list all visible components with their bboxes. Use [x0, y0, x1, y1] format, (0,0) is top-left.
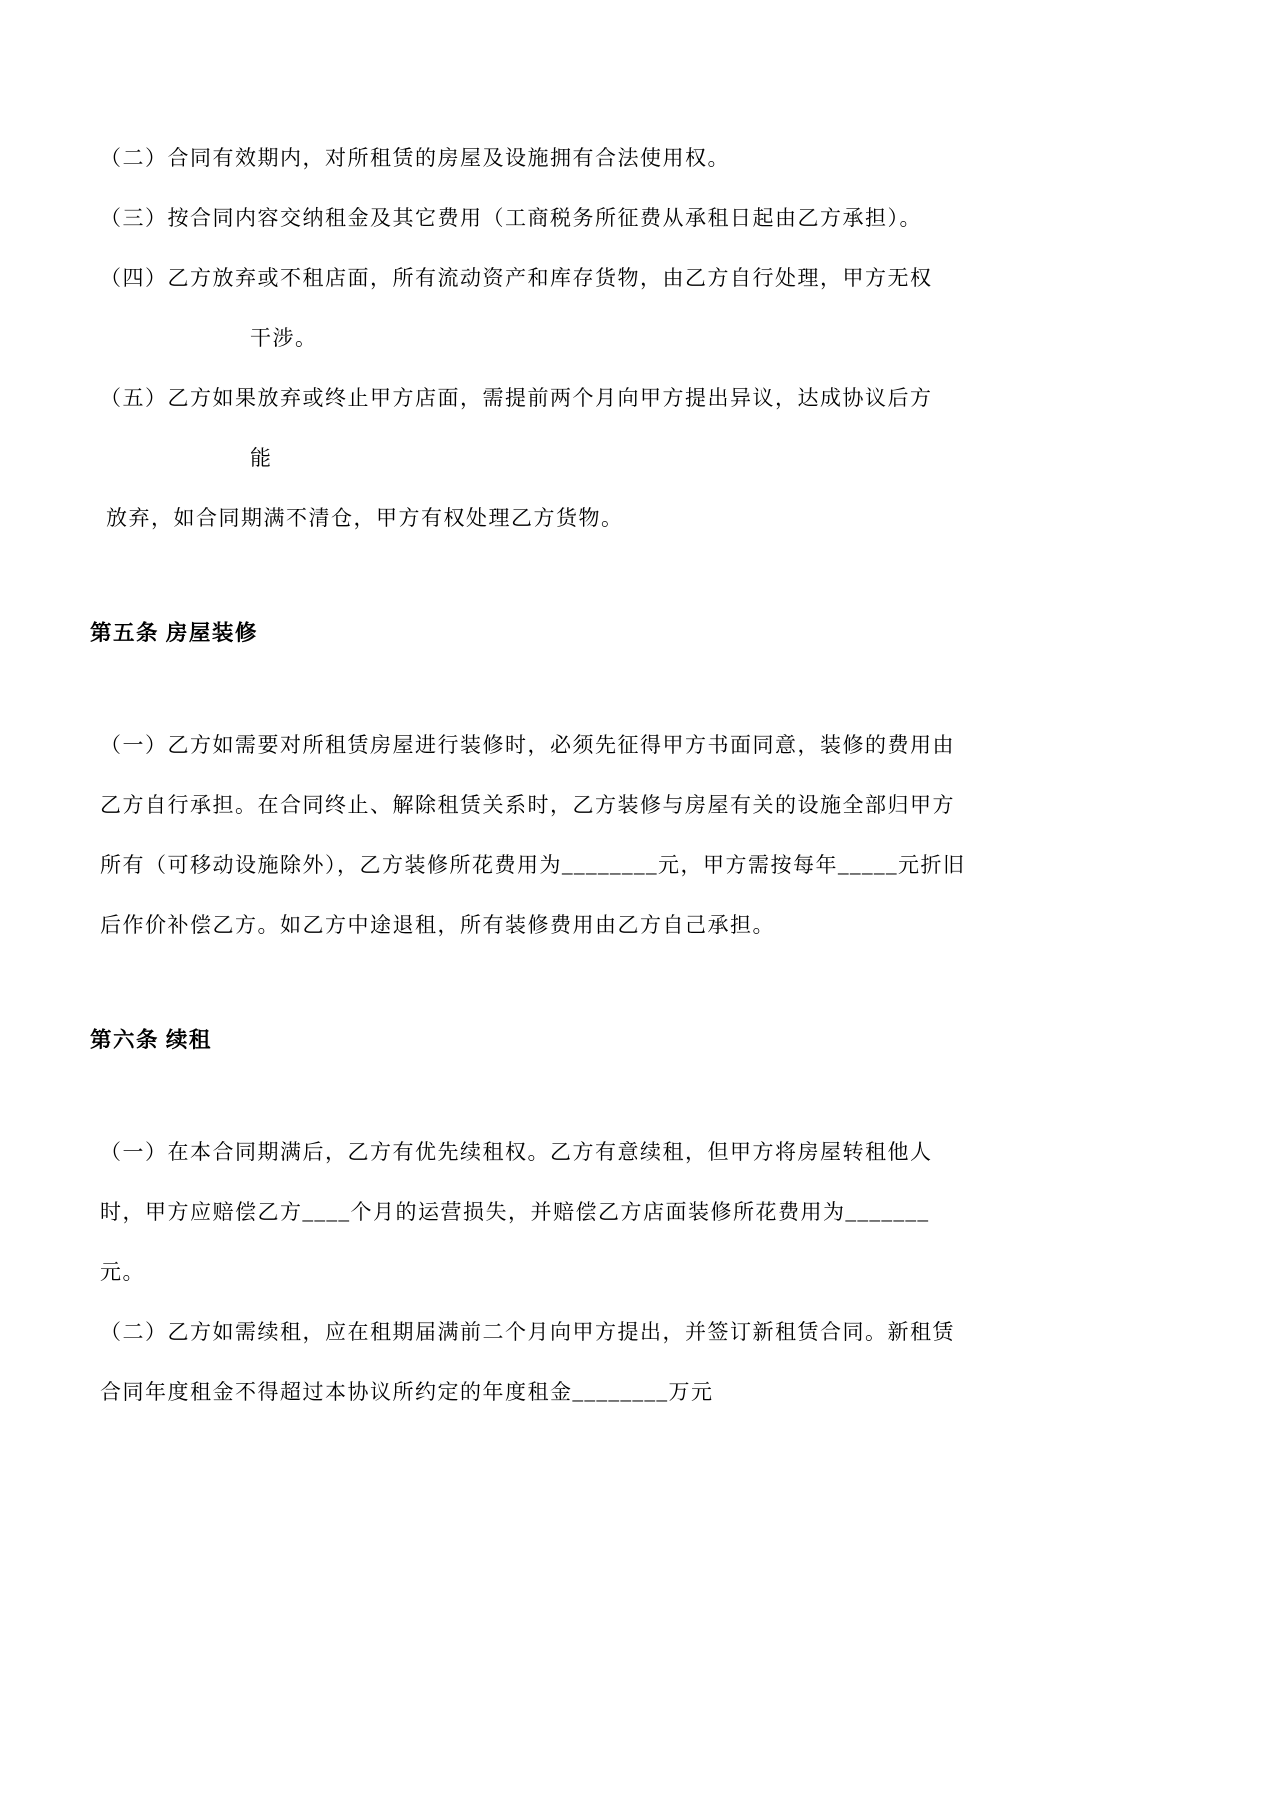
- text-line: 乙方自行承担。在合同终止、解除租赁关系时，乙方装修与房屋有关的设施全部归甲方: [100, 793, 955, 817]
- text-line: （三）按合同内容交纳租金及其它费用（工商税务所征费从承租日起由乙方承担）。: [100, 206, 922, 230]
- text-line: 干涉。: [250, 326, 318, 350]
- text-line: （四）乙方放弃或不租店面，所有流动资产和库存货物，由乙方自行处理，甲方无权: [100, 266, 933, 290]
- text-line: 后作价补偿乙方。如乙方中途退租，所有装修费用由乙方自己承担。: [100, 913, 775, 937]
- text-line: 放弃，如合同期满不清仓，甲方有权处理乙方货物。: [106, 506, 624, 530]
- text-line: 所有（可移动设施除外），乙方装修所花费用为________元，甲方需按每年_____元折旧: [100, 853, 966, 877]
- text-line: （二）乙方如需续租，应在租期届满前二个月向甲方提出，并签订新租赁合同。新租赁: [100, 1320, 955, 1344]
- text-line: （一）在本合同期满后，乙方有优先续租权。乙方有意续租，但甲方将房屋转租他人: [100, 1140, 933, 1164]
- text-line: （一）乙方如需要对所租赁房屋进行装修时，必须先征得甲方书面同意，装修的费用由: [100, 733, 955, 757]
- text-line: 能: [250, 446, 273, 470]
- text-line: 元。: [100, 1260, 145, 1284]
- section-heading: 第六条 续租: [90, 1028, 212, 1052]
- text-line: （二）合同有效期内，对所租赁的房屋及设施拥有合法使用权。: [100, 146, 730, 170]
- text-line: （五）乙方如果放弃或终止甲方店面，需提前两个月向甲方提出异议，达成协议后方: [100, 386, 933, 410]
- text-line: 合同年度租金不得超过本协议所约定的年度租金________万元: [100, 1380, 714, 1404]
- text-line: 时，甲方应赔偿乙方____个月的运营损失，并赔偿乙方店面装修所花费用为_______: [100, 1200, 930, 1224]
- document-body: [90, 128, 1190, 1422]
- section-heading: 第五条 房屋装修: [90, 621, 258, 645]
